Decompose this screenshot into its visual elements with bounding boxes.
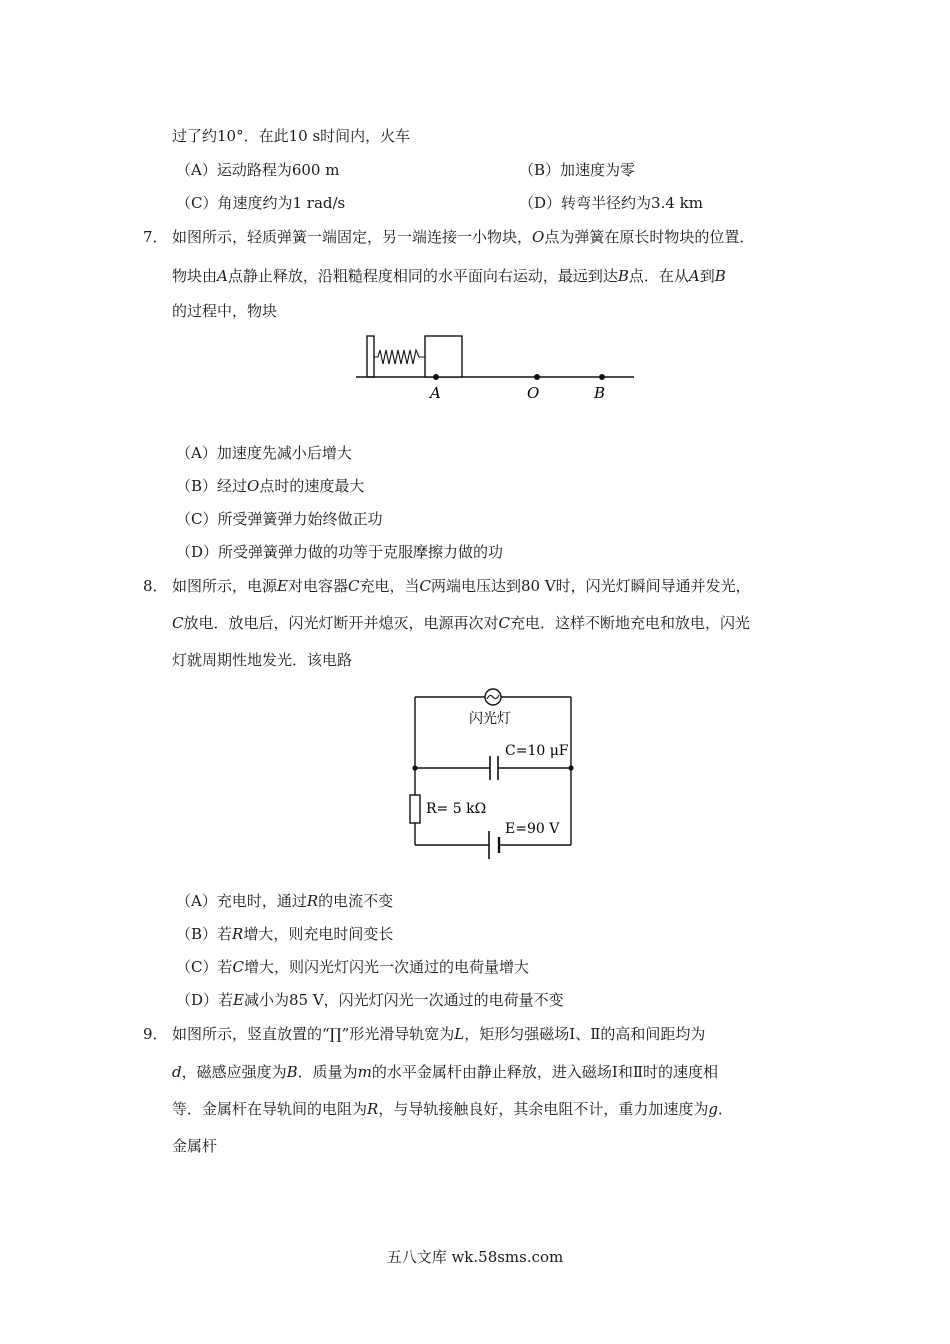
q7-option-c: （C）所受弹簧弹力始终做正功 — [176, 510, 383, 528]
q8-option-b: （B）若R增大，则充电时间变长 — [176, 925, 394, 943]
node-left — [412, 765, 417, 770]
q7-stem-line1: 如图所示，轻质弹簧一端固定，另一端连接一小物块，O点为弹簧在原长时物块的位置． — [172, 228, 755, 246]
q6-option-b: （B）加速度为零 — [519, 161, 636, 179]
label-a: A — [430, 384, 441, 402]
point-a-dot — [433, 374, 439, 380]
q9-number: 9． — [143, 1025, 168, 1043]
lamp-label: 闪光灯 — [469, 711, 511, 727]
point-b-dot — [599, 374, 605, 380]
q6-stem-tail: 过了约10°．在此10 s时间内，火车 — [172, 127, 411, 145]
capacitor-label: C=10 μF — [505, 743, 569, 759]
q8-stem-line1: 如图所示，电源E对电容器C充电，当C两端电压达到80 V时，闪光灯瞬间导通并发光， — [172, 577, 751, 595]
q9-stem-line1: 如图所示，竖直放置的“∏”形光滑导轨宽为L，矩形匀强磁场Ⅰ、Ⅱ的高和间距均为 — [172, 1025, 706, 1043]
block — [425, 336, 462, 377]
q6-option-a: （A）运动路程为600 m — [176, 161, 340, 179]
q7-option-d: （D）所受弹簧弹力做的功等于克服摩擦力做的功 — [176, 543, 504, 561]
q6-option-c: （C）角速度约为1 rad/s — [176, 194, 346, 212]
point-o-dot — [534, 374, 540, 380]
q9-stem-line4: 金属杆 — [172, 1137, 218, 1155]
node-right — [568, 765, 573, 770]
emf-label: E=90 V — [505, 821, 560, 837]
q8-option-d: （D）若E减小为85 V，闪光灯闪光一次通过的电荷量不变 — [176, 991, 564, 1009]
spring-wall — [367, 336, 374, 377]
q7-number: 7． — [143, 228, 168, 246]
resistor-label: R= 5 kΩ — [426, 801, 487, 817]
spring-block-diagram — [350, 328, 650, 408]
page-footer: 五八文库 wk.58sms.com — [386, 1248, 564, 1266]
q7-stem-line2: 物块由A点静止释放，沿粗糙程度相同的水平面向右运动，最远到达B点．在从A到B — [172, 267, 726, 285]
q8-number: 8． — [143, 577, 168, 595]
q7-option-a: （A）加速度先减小后增大 — [176, 444, 352, 462]
q7-stem-line3: 的过程中，物块 — [172, 302, 278, 320]
resistor-symbol — [410, 795, 420, 823]
label-o: O — [527, 384, 540, 402]
q8-stem-line2: C放电．放电后，闪光灯断开并熄灭，电源再次对C充电．这样不断地充电和放电，闪光 — [172, 614, 750, 632]
q8-option-a: （A）充电时，通过R的电流不变 — [176, 892, 394, 910]
q7-option-b: （B）经过O点时的速度最大 — [176, 477, 365, 495]
q8-option-c: （C）若C增大，则闪光灯闪光一次通过的电荷量增大 — [176, 958, 529, 976]
q9-stem-line3: 等．金属杆在导轨间的电阻为R，与导轨接触良好，其余电阻不计，重力加速度为g． — [172, 1100, 733, 1118]
q8-stem-line3: 灯就周期性地发光．该电路 — [172, 651, 353, 669]
q9-stem-line2: d，磁感应强度为B．质量为m的水平金属杆由静止释放，进入磁场Ⅰ和Ⅱ时的速度相 — [172, 1063, 719, 1081]
label-b: B — [594, 384, 606, 402]
flash-circuit-diagram — [405, 683, 585, 863]
spring — [374, 350, 425, 364]
q6-option-d: （D）转弯半径约为3.4 km — [519, 194, 703, 212]
